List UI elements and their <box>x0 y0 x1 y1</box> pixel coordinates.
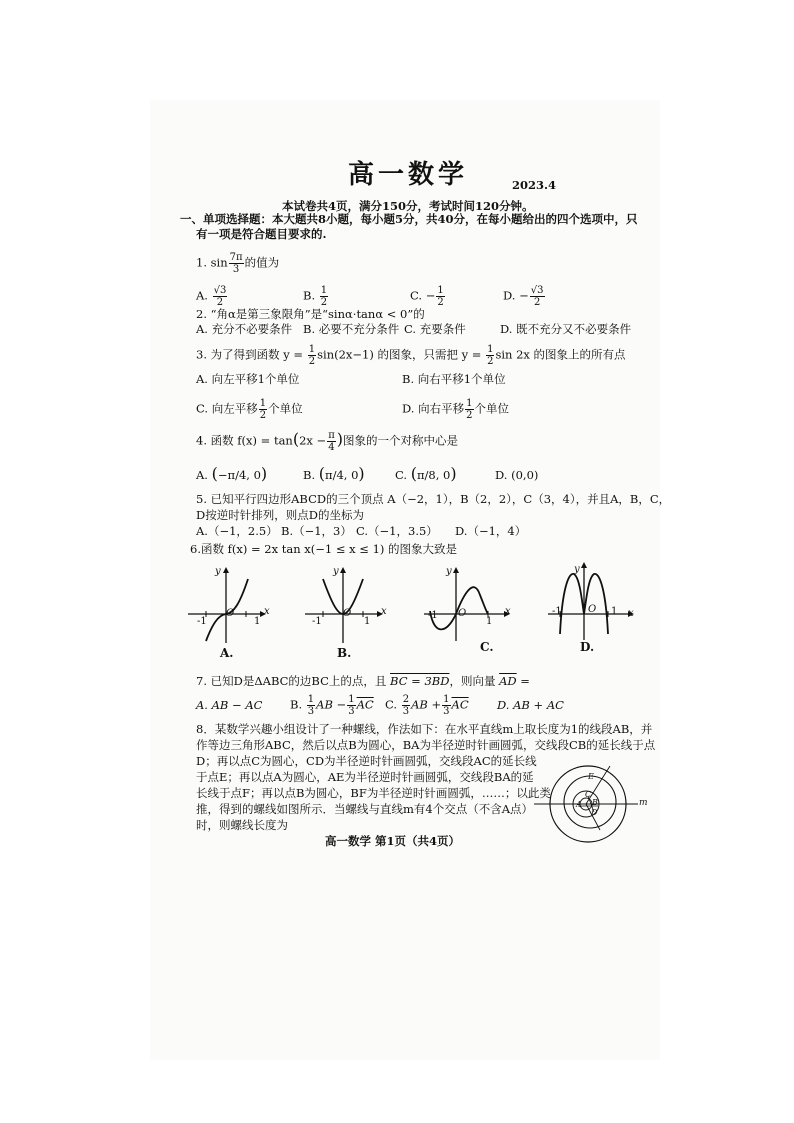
q5-option-d[interactable]: D.（−1，4） <box>455 524 527 538</box>
q4-option-b[interactable]: B. (π/4, 0) <box>303 464 365 483</box>
q2-option-c[interactable]: C. 充要条件 <box>404 322 466 336</box>
q5-option-a[interactable]: A.（−1，2.5） <box>196 524 278 538</box>
q8-line6: 推，得到的螺线如图所示．当螺线与直线m有4个交点（不含A点） <box>196 802 534 816</box>
q5-stem-line1: 5. 已知平行四边形ABCD的三个顶点 A（−2，1），B（2，2），C（3，4），并且A，B，C， <box>196 492 671 506</box>
q3-option-a[interactable]: A. 向左平移1个单位 <box>196 372 300 386</box>
q8-line7: 时，则螺线长度为 <box>196 818 288 832</box>
q6-b-y-label: y <box>333 566 339 577</box>
q8-line2: 作等边三角形ABC，然后以点B为圆心，BA为半径逆时针画圆弧，交线段CB的延长线于点 <box>196 738 656 752</box>
q8-line4: 于点E；再以点A为圆心，AE为半径逆时针画圆弧，交线段BA的延 <box>196 770 534 784</box>
q6-a-neg-label: -1 <box>197 616 207 627</box>
q6-c-origin-label: O <box>458 608 467 619</box>
q6-c-pos-label: 1 <box>486 616 493 627</box>
q6-c-x-label: x <box>505 606 511 617</box>
q3-option-c[interactable]: C. 向左平移 $\frac{1}{2}$ 个单位 <box>196 398 303 421</box>
q8-label-e: E <box>588 772 594 781</box>
q6-graph-a[interactable] <box>188 565 268 645</box>
q4-stem: 4. 函数 f(x) = tan(2x − $\frac{\pi}{4}$ )图象的一个对称中心是 <box>196 429 459 453</box>
q1-option-d[interactable]: D. − $\frac{√3}{2}$ <box>503 285 544 308</box>
q6-c-y-label: y <box>446 566 452 577</box>
q7-stem: 7. 已知D是ΔABC的边BC上的点，且 BC = 3BD，则向量 $\overline{AD}$ = <box>196 674 530 688</box>
q6-graph-d-label: D. <box>580 640 595 654</box>
q3-option-d[interactable]: D. 向右平移 $\frac{1}{2}$ 个单位 <box>402 398 509 421</box>
q4-option-d[interactable]: D. (0,0) <box>495 468 539 482</box>
q3-option-b[interactable]: B. 向右平移1个单位 <box>402 372 506 386</box>
q6-a-pos-label: 1 <box>254 616 261 627</box>
page-footer: 高一数学 第1页（共4页） <box>325 834 461 848</box>
q3-stem: 3. 为了得到函数 y = $\frac{1}{2}$ sin(2x−1) 的图象，只需把 y = $\frac{1}{2}$ sin 2x 的图象上的所有点 <box>196 344 626 367</box>
q8-label-c: C <box>585 790 592 799</box>
q7-option-d[interactable]: D. AB + AC <box>497 698 564 712</box>
q8-spiral-figure <box>528 752 648 852</box>
q6-b-pos-label: 1 <box>364 616 371 627</box>
q2-option-d[interactable]: D. 既不充分又不必要条件 <box>500 322 632 336</box>
q4-option-a[interactable]: A. (−π/4, 0) <box>196 464 268 483</box>
exam-date: 2023.4 <box>512 178 557 192</box>
q6-b-neg-label: -1 <box>312 616 322 627</box>
q6-c-neg-label: -1 <box>428 610 438 621</box>
q8-line5: 长线于点F；再以点B为圆心，BF为半径逆时针画圆弧，……；以此类 <box>196 786 551 800</box>
q7-option-a[interactable]: A. AB − AC <box>196 698 263 712</box>
q2-option-a[interactable]: A. 充分不必要条件 <box>196 322 293 336</box>
section-heading-line1: 一、单项选择题：本大题共8小题，每小题5分，共40分，在每小题给出的四个选项中，只 <box>180 212 638 226</box>
q6-graph-b-label: B. <box>337 646 352 660</box>
q1-option-a[interactable]: A. $\frac{√3}{2}$ <box>196 285 227 308</box>
q2-option-b[interactable]: B. 必要不充分条件 <box>303 322 400 336</box>
page-title: 高一数学 <box>348 160 469 190</box>
q8-label-a: A <box>576 800 582 809</box>
q1-stem: 1. sin $\frac{7\pi}{3}$ 的值为 <box>196 252 280 275</box>
q6-graph-c-label: C. <box>480 640 494 654</box>
q7-option-b[interactable]: B. $\frac{1}{3}$ AB − $\frac{1}{3}$ $\overline{AC}$ <box>290 694 374 717</box>
q6-graph-c[interactable] <box>424 565 514 645</box>
q7-option-c[interactable]: C. $\frac{2}{3}$ AB + $\frac{1}{3}$ $\overline{AC}$ <box>385 694 469 717</box>
q1-option-b[interactable]: B. $\frac{1}{2}$ <box>303 285 328 308</box>
q6-stem: 6.函数 f(x) = 2x tan x(−1 ≤ x ≤ 1) 的图象大致是 <box>190 542 458 556</box>
q8-label-d: D <box>591 808 598 817</box>
q5-stem-line2: D按逆时针排列，则点D的坐标为 <box>196 508 364 522</box>
q5-option-c[interactable]: C.（−1，3.5） <box>356 524 438 538</box>
q6-a-x-label: x <box>264 606 270 617</box>
exam-info: 本试卷共4页，满分150分，考试时间120分钟。 <box>282 199 534 213</box>
q8-label-b: B <box>592 798 598 807</box>
q6-a-y-label: y <box>215 566 221 577</box>
q6-b-x-label: x <box>381 606 387 617</box>
q6-d-y-label: y <box>574 564 580 575</box>
q2-stem: 2. “角α是第三象限角”是“sinα·tanα < 0”的 <box>196 307 425 321</box>
q8-line1: 8．某数学兴趣小组设计了一种螺线，作法如下：在水平直线m上取长度为1的线段AB，并 <box>196 722 653 736</box>
q6-d-pos-label: 1 <box>611 606 618 617</box>
q8-line3: D；再以点C为圆心，CD为半径逆时针画圆弧，交线段AC的延长线 <box>196 754 537 768</box>
q6-graph-a-label: A. <box>220 646 234 660</box>
section-heading-line2: 有一项是符合题目要求的. <box>196 227 327 241</box>
q4-option-c[interactable]: C. (π/8, 0) <box>395 464 457 483</box>
q6-d-neg-label: -1 <box>552 606 562 617</box>
q6-a-origin-label: O <box>226 608 235 619</box>
q8-label-m: m <box>639 798 648 808</box>
q6-graph-d[interactable] <box>548 562 643 642</box>
q6-b-origin-label: O <box>343 608 352 619</box>
q5-option-b[interactable]: B.（−1，3） <box>281 524 352 538</box>
q6-graph-b[interactable] <box>305 565 385 645</box>
q6-d-origin-label: O <box>588 604 597 615</box>
q1-option-c[interactable]: C. − $\frac{1}{2}$ <box>410 285 444 308</box>
q6-d-x-label: x <box>628 608 634 619</box>
